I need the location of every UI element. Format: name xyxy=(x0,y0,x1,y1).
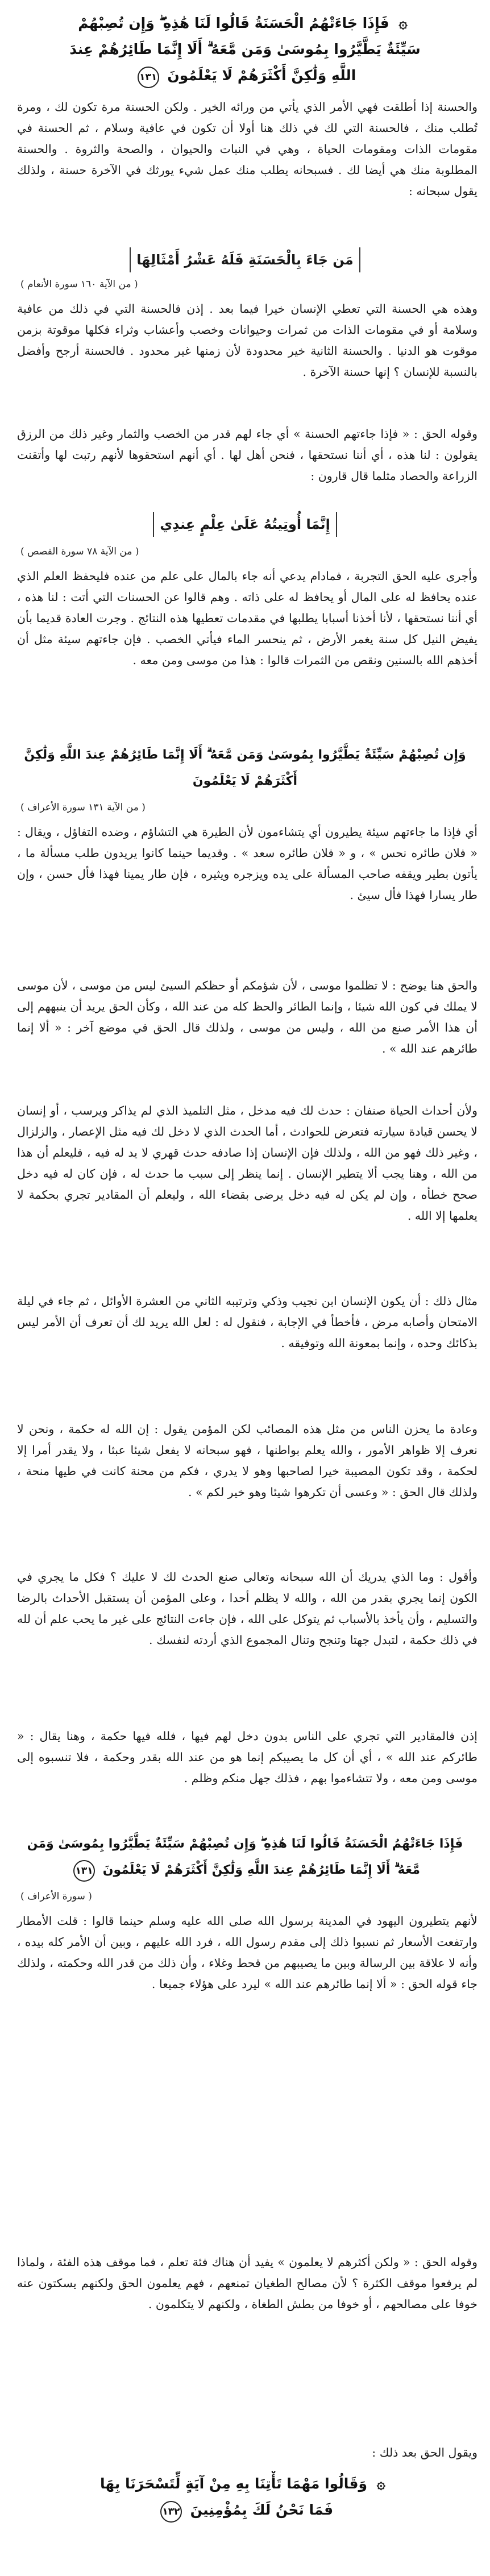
verse-3-line-2-text: مَّعَهُ ۗ أَلَا إِنَّمَا طَائِرُهُمْ عِندَ اللَّهِ وَلَٰكِنَّ أَكْثَرَهُمْ لَا يَعْلَمُونَ xyxy=(102,1863,420,1877)
reference-4: ( سورة الأعراف ) xyxy=(20,1891,92,1902)
quote-1-text: مَن جَاءَ بِالْحَسَنَةِ فَلَهُ عَشْرُ أَمْثَالِهَا xyxy=(130,247,360,272)
reference-3: ( من الآية ١٣١ سورة الأعراف ) xyxy=(20,802,146,813)
paragraph-11-text: إذن فالمقادير التي تجري على الناس بدون دخل لهم فيها ، فلله فيها حكمة ، وهنا يقال : « طائركم عند الله » ، أي أن كل ما يصيبكم إنما هو من عند الله بقدر وحكمة ، فلا تنسبوه إلى موسى ومن معه ، ولا تتشاءموا بهم ، فذلك جهل منكم وظلم . xyxy=(17,1729,477,1785)
paragraph-1 xyxy=(15,97,480,205)
paragraph-4-text: وأجرى عليه الحق التجربة ، فمادام يدعي أنه جاء بالمال على علم من عنده فليحفظ العلم الذي عنده يحافظ له على المال أو يحافظ له على ذاته . وهم قالوا عن الحسنات التي أتت : لنا هذه ، أي أننا نستحقها ، لأنا أخذنا أسبابا يطلبها في مقدمات تعطيها هذه النتائج . وجرت العادة قديما بأن يفيض النيل كل سنة يغمر الأرض ، ثم ينحسر الماء فيأتي الخصب . فإن جاءتهم سيئة مثل أن أخذهم الله بالسنين ونقص من الثمرات قالوا : هذا من موسى ومن معه . xyxy=(17,569,477,667)
reference-1: ( من الآية ١٦٠ سورة الأنعام ) xyxy=(20,279,138,290)
paragraph-1-text: والحسنة إذا أطلقت فهي الأمر الذي يأتي من ورائه الخير . ولكن الحسنة مرة تكون لك ، ومرة تُطلب منك ، فالحسنة التي لك في ذلك هنا أولا أن تكون في عافية وسلام ، ثم الحسنة في مقومات الذات ومقومات الحياة ، وهي في النبات والحيوان ، والصحة والثروة . والحسنة المطلوبة منك هي أيضا لك . فسبحانه يطلب منك عمل شيء يورثك في الآخرة حسنة ، ولذلك يقول سبحانه : xyxy=(17,100,477,198)
page xyxy=(15,0,475,2576)
paragraph-7 xyxy=(15,1100,480,1230)
paragraph-11 xyxy=(15,1726,480,1792)
paragraph-8-text: مثال ذلك : أن يكون الإنسان ابن نجيب وذكي وترتيبه الثاني من العشرة الأوائل ، ثم جاء في ليلة الامتحان وأصابه مرض ، فأخطأ في الإجابة ، فنقول له : لعل الله يريد لك أن تعرف أن الأمر ليس بذكائك وحده ، وإنما بمعونة الله وتوفيقه . xyxy=(17,1294,477,1350)
verse-2-line-1: وَإِن تُصِبْهُمْ سَيِّئَةٌ يَطَّيَّرُوا بِمُوسَىٰ وَمَن مَّعَهُ ۗ أَلَا إِنَّمَا طَائِرُهُمْ عِندَ اللَّهِ وَلَٰكِنَّ xyxy=(24,748,466,762)
bottom-verse-line-2-text: فَمَا نَحْنُ لَكَ بِمُؤْمِنِينَ xyxy=(190,2502,334,2518)
reference-2: ( من الآية ٧٨ سورة القصص ) xyxy=(20,546,139,557)
bottom-verse-number-badge: ١٣٢ xyxy=(160,2501,182,2523)
ornament-icon: ۞ xyxy=(376,2475,385,2492)
paragraph-10-text: وأقول : وما الذي يدريك أن الله سبحانه وتعالى صنع الحدث لك لا عليك ؟ فكل ما يجري في الكون إنما يجري بقدر من الله ، والله لا يظلم أحدا ، وعلى المؤمن أن يستقبل الأحداث بالرضا والتسليم ، وأن يأخذ بالأسباب ثم يتوكل على الله ، فإن جاءت النتائج على غير ما يحب علم أن لله في ذلك حكمة ، لتبدل جهتا وتنجح وتنال المجموع الذي أردته لنفسك . xyxy=(17,1570,477,1647)
paragraph-5 xyxy=(15,822,480,909)
paragraph-4 xyxy=(15,566,480,674)
top-verse-line-3-text: اللَّهِ وَلَٰكِنَّ أَكْثَرَهُمْ لَا يَعْلَمُونَ xyxy=(167,67,356,84)
paragraph-12-text: لأنهم يتطيرون اليهود في المدينة برسول الله صلى الله عليه وسلم حينما قالوا : قلت الأمطار وارتفعت الأسعار ثم نسبوا ذلك إلى مقدم رسول الله ، فرد الله عليهم ، وبين أن الأمر كله بيده ، وأنه لا علاقة بين الرسالة وبين ما يصيبهم من قحط وغلاء ، وأن ذلك من قدر الله وحكمته ، ولذلك جاء قوله الحق : « ألا إنما طائرهم عند الله » ليرد على هؤلاء جميعا . xyxy=(17,1914,477,1991)
top-verse-line-1 xyxy=(15,10,475,36)
quote-2-text: إِنَّمَا أُوتِيتُهُ عَلَىٰ عِلْمٍ عِندِي xyxy=(153,512,337,537)
quote-2 xyxy=(15,512,475,537)
paragraph-6 xyxy=(15,975,480,1063)
bottom-verse-line-2 xyxy=(15,2497,475,2523)
paragraph-13-text: وقوله الحق : « ولكن أكثرهم لا يعلمون » يفيد أن هناك فئة تعلم ، فما موقف هذه الفئة ، ولماذا لم يرفعوا موقف الكثرة ؟ لأن مصالح الطغيان تمنعهم ، فهم يعلمون الحق ولكنهم يسكتون عنه خوفا على مصالحهم ، أو خوفا من بطش الطغاة ، ولكنهم لا يتكلمون . xyxy=(17,2255,477,2311)
paragraph-10 xyxy=(15,1567,480,1654)
top-verse-line-2: سَيِّئَةٌ يَطَّيَّرُوا بِمُوسَىٰ وَمَن مَّعَهُ ۗ أَلَا إِنَّمَا طَائِرُهُمْ عِندَ xyxy=(69,41,421,57)
paragraph-5-text: أي فإذا ما جاءتهم سيئة يطيرون أي يتشاءمون لأن الطيرة هي التشاؤم ، وضده التفاؤل ، ويقال : « فلان طائره نحس » ، و « فلان طائره سعد » . وقديما حينما كانوا يريدون طلب مسألة ما ، يأتون بطير ويقفه صاحب المسألة على يده ويزجره ويثيره ، فإن طار يمينا فهذا فأل حسن ، وإن طار يسارا فهذا فأل سيئ . xyxy=(17,825,477,902)
paragraph-8 xyxy=(15,1291,480,1357)
paragraph-3-text: وقوله الحق : « فإذا جاءتهم الحسنة » أي جاء لهم قدر من الخصب والثمار وغير ذلك من الرزق يقولون : لنا هذه ، أي أننا نستحقها ، فنحن أهل لها . أي أنهم استحقوها لأنهم رتبت لها وأتقنت الزراعة والحصاد مثلما قال قارون : xyxy=(17,427,477,483)
top-verse-line-3 xyxy=(15,63,475,89)
paragraph-14 xyxy=(15,2442,480,2467)
quote-1 xyxy=(15,247,475,272)
bottom-verse-block xyxy=(15,2471,475,2523)
verse-3-line-1: فَإِذَا جَاءَتْهُمُ الْحَسَنَةُ قَالُوا لَنَا هَٰذِهِ ۖ وَإِن تُصِبْهُمْ سَيِّئَةٌ يَطَّيَّرُوا بِمُوسَىٰ وَمَن xyxy=(27,1837,463,1851)
verse-3-line-2 xyxy=(15,1857,475,1883)
paragraph-13 xyxy=(15,2252,480,2318)
paragraph-2-text: وهذه هي الحسنة التي تعطي الإنسان خيرا فيما بعد . إذن فالحسنة التي في ذلك من عافية وسلامة أو في مقومات الذات من ثمرات وحيوانات وخصب وأعشاب وثراء فكلها موقوتة بزمن موقوت هو الدنيا . والحسنة الثانية خير محدودة لأن زمنها غير محدود . فالحسنة أرجح وأفضل بالنسبة للإنسان ؟ إنها حسنة الآخرة . xyxy=(17,302,477,379)
paragraph-12 xyxy=(15,1911,480,1998)
bottom-verse-line-1 xyxy=(15,2471,475,2497)
paragraph-2 xyxy=(15,299,480,386)
verse-2-line-2: أَكْثَرَهُمْ لَا يَعْلَمُونَ xyxy=(192,774,298,788)
paragraph-7-text: ولأن أحداث الحياة صنفان : حدث لك فيه مدخل ، مثل التلميذ الذي لم يذاكر ويرسب ، أو إنسان لا يحسن قيادة سيارته فتعرض للحوادث ، أما الحدث الذي لا دخل لك فيه مثل الإعصار ، والزلزال ، وغير ذلك فهو من الله ، ولذلك فإن الإنسان إذا صادفه حدث قهري لا يد له فيه ، فليعلم أن هذا من الله ، وهنا يجب ألا يتطير الإنسان . إنما ينظر إلى سبب ما حدث له ، فإن كان له فيه دخل صحح خطأه ، وإن لم يكن له فيه دخل يرضى بقضاء الله ، وليعلم أن المقادير تجري بحكمة لا يعلمها إلا الله . xyxy=(17,1104,477,1223)
top-verse-line-1-text: فَإِذَا جَاءَتْهُمُ الْحَسَنَةُ قَالُوا لَنَا هَٰذِهِ ۖ وَإِن تُصِبْهُمْ xyxy=(78,15,389,31)
top-verse-block xyxy=(15,10,475,89)
paragraph-14-text: ويقول الحق بعد ذلك : xyxy=(372,2446,477,2459)
ornament-icon: ۞ xyxy=(398,15,408,32)
paragraph-9-text: وعادة ما يحزن الناس من مثل هذه المصائب لكن المؤمن يقول : إن الله له حكمة ، ونحن لا نعرف إلا ظواهر الأمور ، والله يعلم بواطنها ، فهو سبحانه لا يفعل شيئا عبثا ، ولا يقدر أمرا إلا لحكمة ، وقد تكون المصيبة خيرا لصاحبها وهو لا يدري ، فكم من محنة كانت في طيها منحة ، ولذلك قال الحق : « وعسى أن تكرهوا شيئا وهو خير لكم » . xyxy=(17,1422,477,1499)
paragraph-6-text: والحق هنا يوضح : لا تظلموا موسى ، لأن شؤمكم أو حظكم السيئ ليس من موسى ، لأن موسى لا يملك في كون الله شيئا ، وإنما الطائر والحظ كله من عند الله ، وكأن الحق يريد أن ينبههم إلى أن هذا الأمر صنع من الله ، وليس من موسى ، ولذلك قال الحق في موضع آخر : « ألا إنما طائرهم عند الله » . xyxy=(17,979,477,1055)
bottom-verse-line-1-text: وَقَالُوا مَهْمَا تَأْتِنَا بِهِ مِنْ آيَةٍ لِّتَسْحَرَنَا بِهَا xyxy=(100,2475,368,2492)
verse-3-number-badge: ١٣١ xyxy=(73,1860,95,1882)
verse-3-block xyxy=(15,1831,475,1883)
verse-number-badge: ١٣١ xyxy=(138,67,159,88)
paragraph-3 xyxy=(15,424,480,490)
paragraph-9 xyxy=(15,1419,480,1506)
verse-2-block xyxy=(15,742,475,794)
